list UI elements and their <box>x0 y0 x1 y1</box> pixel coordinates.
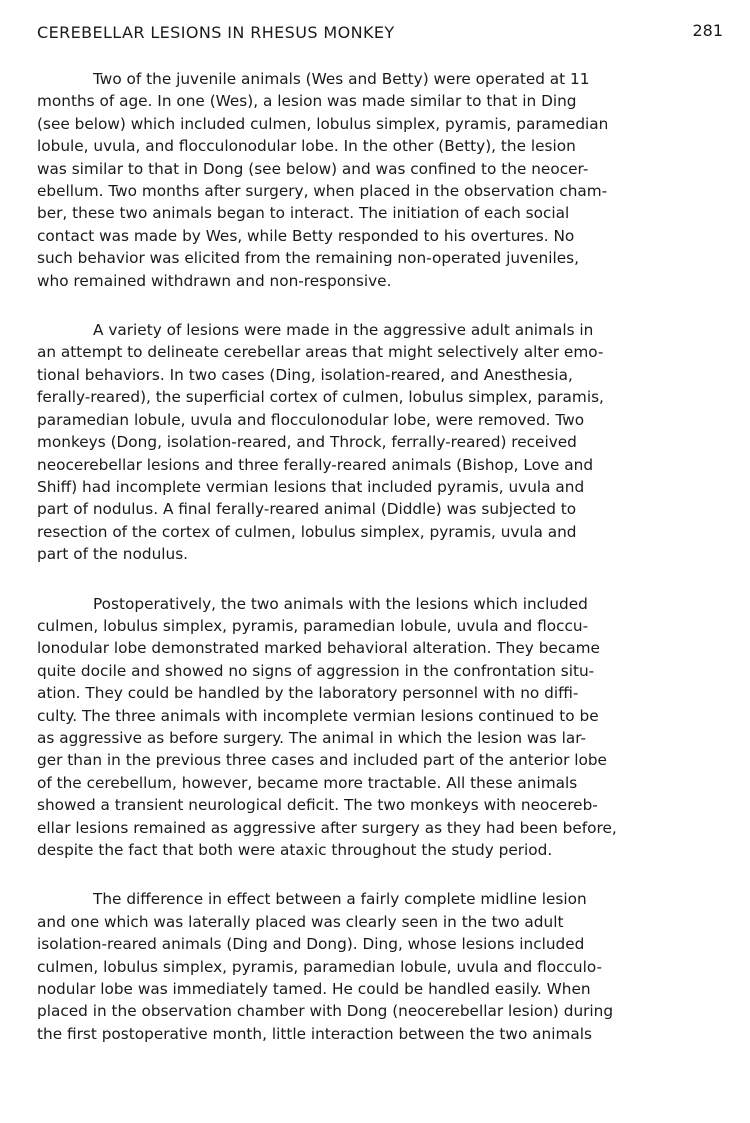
paragraph-4 <box>37 888 715 1045</box>
text-line: The difference in effect between a fairly complete midline lesion <box>93 890 587 909</box>
text-line: contact was made by Wes, while Betty responded to his overtures. No <box>37 226 575 245</box>
text-line: months of age. In one (Wes), a lesion was made similar to that in Ding <box>37 92 577 111</box>
text-line: ber, these two animals began to interact. The initiation of each social <box>37 204 570 223</box>
page-number: 281 <box>692 21 723 40</box>
text-line: an attempt to delineate cerebellar areas that might selectively alter emo- <box>37 343 604 362</box>
body-text <box>37 68 715 1072</box>
text-line: nodular lobe was immediately tamed. He could be handled easily. When <box>37 980 591 999</box>
text-line: paramedian lobule, uvula and flocculonodular lobe, were removed. Two <box>37 410 585 429</box>
text-line: Postoperatively, the two animals with the lesions which included <box>93 594 588 613</box>
text-line: isolation-reared animals (Ding and Dong). Ding, whose lesions included <box>37 935 585 954</box>
paragraph-2 <box>37 319 715 565</box>
text-line: tional behaviors. In two cases (Ding, isolation-reared, and Anesthesia, <box>37 365 573 384</box>
text-line: who remained withdrawn and non-responsive. <box>37 271 392 290</box>
text-line: quite docile and showed no signs of aggression in the confrontation situ- <box>37 661 595 680</box>
text-line: lonodular lobe demonstrated marked behavioral alteration. They became <box>37 639 600 658</box>
text-line: A variety of lesions were made in the aggressive adult animals in <box>93 321 594 340</box>
text-line: part of the nodulus. <box>37 545 189 564</box>
text-line: of the cerebellum, however, became more tractable. All these animals <box>37 773 578 792</box>
text-line: Shiff) had incomplete vermian lesions that included pyramis, uvula and <box>37 477 585 496</box>
text-line: showed a transient neurological deficit. The two monkeys with neocereb- <box>37 796 598 815</box>
text-line: (see below) which included culmen, lobulus simplex, pyramis, paramedian <box>37 114 609 133</box>
text-line: culmen, lobulus simplex, pyramis, paramedian lobule, uvula and flocculo- <box>37 957 602 976</box>
text-line: such behavior was elicited from the remaining non-operated juveniles, <box>37 249 579 268</box>
text-line: as aggressive as before surgery. The animal in which the lesion was lar- <box>37 728 587 747</box>
text-line: ferally-reared), the superficial cortex of culmen, lobulus simplex, paramis, <box>37 388 604 407</box>
running-title: CEREBELLAR LESIONS IN RHESUS MONKEY <box>37 23 395 42</box>
text-line: monkeys (Dong, isolation-reared, and Throck, ferrally-reared) received <box>37 433 577 452</box>
text-line: neocerebellar lesions and three ferally-reared animals (Bishop, Love and <box>37 455 594 474</box>
text-line: ger than in the previous three cases and included part of the anterior lobe <box>37 751 607 770</box>
text-line: Two of the juvenile animals (Wes and Betty) were operated at 11 <box>93 70 590 88</box>
text-line: lobule, uvula, and flocculonodular lobe. In the other (Betty), the lesion <box>37 137 576 156</box>
text-line: ation. They could be handled by the laboratory personnel with no diffi- <box>37 684 579 703</box>
text-line: placed in the observation chamber with Dong (neocerebellar lesion) during <box>37 1002 614 1021</box>
page-header <box>0 0 750 60</box>
paragraph-3 <box>37 593 715 862</box>
text-line: was similar to that in Dong (see below) and was confined to the neocer- <box>37 159 589 178</box>
text-line: resection of the cortex of culmen, lobulus simplex, pyramis, uvula and <box>37 522 577 541</box>
text-line: ebellum. Two months after surgery, when placed in the observation cham- <box>37 182 608 201</box>
text-line: despite the fact that both were ataxic throughout the study period. <box>37 841 553 859</box>
text-line: part of nodulus. A final ferally-reared animal (Diddle) was subjected to <box>37 500 577 519</box>
paragraph-1 <box>37 68 715 292</box>
text-line: culty. The three animals with incomplete vermian lesions continued to be <box>37 706 599 725</box>
text-line: culmen, lobulus simplex, pyramis, paramedian lobule, uvula and floccu- <box>37 616 589 635</box>
text-line: the first postoperative month, little interaction between the two animals <box>37 1024 592 1043</box>
text-line: and one which was laterally placed was clearly seen in the two adult <box>37 912 564 931</box>
text-line: ellar lesions remained as aggressive after surgery as they had been before, <box>37 818 617 837</box>
